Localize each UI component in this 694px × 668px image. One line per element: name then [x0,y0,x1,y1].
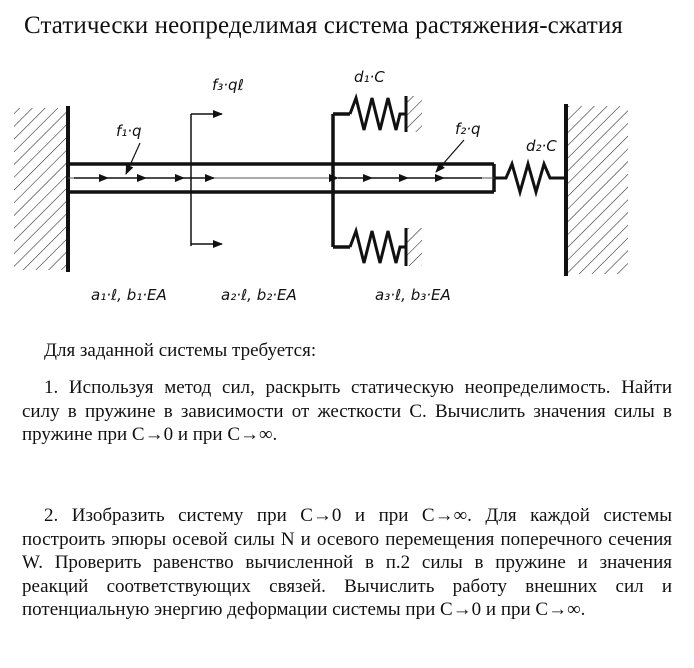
task-intro: Для заданной системы требуется: [44,340,317,361]
page-title: Статически неопределимая система растяжения-сжатия [24,12,623,39]
label-segment-1: a₁·ℓ, b₁·EA [91,286,167,304]
spring-d1-support-bottom [406,228,422,266]
leader-f1 [126,143,140,174]
label-f1: f₁·q [116,122,142,140]
spring-d2 [494,164,566,192]
label-f3: f₃·qℓ [212,76,244,94]
rigid-frame [333,114,350,247]
task-item-1: 1. Используя метод сил, раскрыть статическую неопределимость. Найти силу в пружине в зависимости от жесткости С. Вычислить значения силы в пружине при С→0 и при С→∞. [22,377,672,445]
label-segment-3: a₃·ℓ, b₃·EA [375,286,451,304]
label-d1: d₁·C [354,68,385,86]
spring-d1-top [350,98,406,130]
task-item-2: 2. Изобразить систему при С→0 и при С→∞. Для каждой системы построить эпюры осевой силы N и осевого перемещения поперечного сечения W. Проверить равенство вычисленной в п.2 силы в пружине и значения реакций соответствующих связей. Вычислить работу внешних сил и потенциальную энергию деформации системы при С→0 и при С→∞. [22,505,672,620]
spring-d1-bottom [350,231,406,263]
spring-d1-support-top [406,96,422,132]
leader-f2 [436,140,464,172]
left-wall-support [14,106,68,272]
label-segment-2: a₂·ℓ, b₂·EA [221,286,297,304]
structural-scheme [0,58,694,316]
label-d2: d₂·C [526,137,557,155]
label-f2: f₂·q [455,120,481,138]
concentrated-load-f3 [191,114,222,246]
right-wall-support [566,104,628,276]
